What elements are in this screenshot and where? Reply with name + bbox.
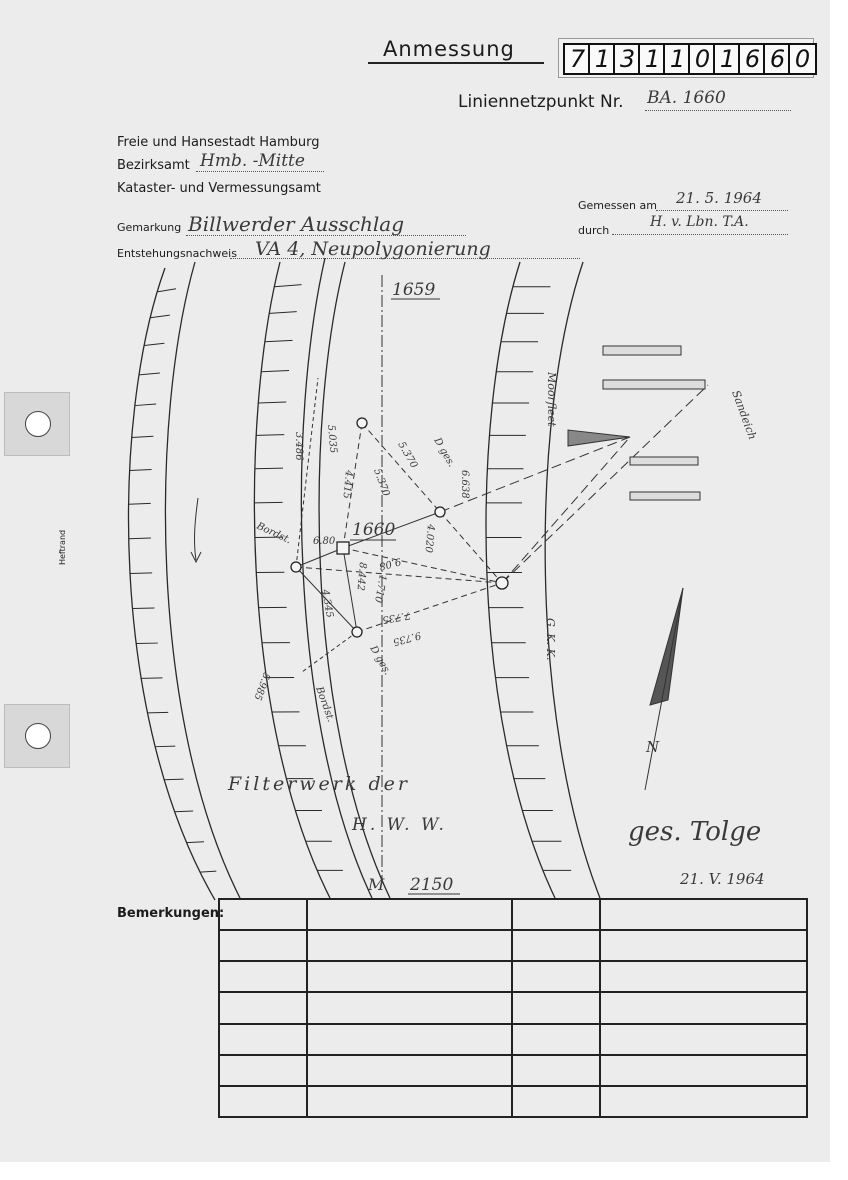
- measure-13: 9.735: [391, 629, 423, 648]
- bezirksamt-value: Hmb. -Mitte: [200, 151, 305, 171]
- remarks-cell: [307, 930, 512, 961]
- remarks-cell: [219, 961, 307, 992]
- label-gkk: G. K. K.: [544, 618, 557, 661]
- line-g: [440, 512, 502, 583]
- signature: ges. Tolge: [628, 817, 762, 847]
- arc-tick: [135, 404, 156, 406]
- point-value: BA. 1660: [647, 88, 726, 108]
- remarks-cell: [219, 899, 307, 930]
- arc-tick: [258, 402, 286, 403]
- remarks-row: [219, 1024, 807, 1055]
- measure-12: 4.345: [319, 588, 335, 619]
- durch-label: durch: [578, 224, 610, 237]
- facility-line-2: H. W. W.: [352, 815, 447, 835]
- remarks-table: [218, 898, 808, 1118]
- arc-tick: [155, 746, 175, 747]
- landmark-bar: [603, 346, 681, 355]
- arc-3: [254, 262, 330, 898]
- facility-line-1: Filterwerk der: [228, 773, 410, 795]
- digit-7: 6: [738, 43, 767, 75]
- arc-tick: [269, 312, 296, 314]
- measure-1: 9.08: [377, 555, 403, 572]
- measure-4: 6.638: [459, 470, 470, 499]
- gemarkung-value: Billwerder Ausschlag: [188, 212, 405, 236]
- gemessen-value: 21. 5. 1964: [676, 189, 762, 207]
- office-line-3: Kataster- und Vermessungsamt: [117, 181, 321, 196]
- label-bordstein-left: Bordst.: [254, 520, 293, 547]
- arc-tick: [265, 340, 293, 341]
- digit-6: 1: [713, 43, 742, 75]
- line-f: [362, 423, 440, 512]
- measurements: [251, 424, 470, 701]
- point-label: Liniennetzpunkt Nr.: [458, 92, 624, 112]
- point-marker: [435, 507, 445, 517]
- point-marker: [357, 418, 367, 428]
- remarks-cell: [307, 992, 512, 1023]
- label-north: N: [646, 738, 660, 756]
- arc-tick: [157, 289, 176, 292]
- office-line-1: Freie und Hansestadt Hamburg: [117, 135, 320, 150]
- point-top-label: 1659: [392, 280, 436, 300]
- arc-tick: [274, 285, 301, 287]
- measure-7: 4.020: [422, 523, 436, 554]
- arc-tick: [200, 871, 216, 872]
- entstehung-value: VA 4, Neupolygonierung: [255, 238, 491, 260]
- remarks-row: [219, 1086, 807, 1117]
- remarks-cell: [600, 992, 807, 1023]
- remarks-cell: [307, 1055, 512, 1086]
- remarks-row: [219, 899, 807, 930]
- measure-0: 6.80: [313, 536, 336, 547]
- main-point-marker: [337, 542, 349, 554]
- arc-tick: [130, 573, 152, 574]
- remarks-cell: [219, 1055, 307, 1086]
- remarks-cell: [219, 1024, 307, 1055]
- measure-2: 5.370: [395, 440, 420, 471]
- remarks-cell: [600, 961, 807, 992]
- measure-6: 4.415: [340, 469, 354, 500]
- remarks-cell: [512, 1055, 600, 1086]
- remarks-cell: [219, 1086, 307, 1117]
- arc-tick: [256, 435, 284, 436]
- arc-tick: [132, 436, 154, 437]
- measure-9: 1.710: [372, 573, 388, 604]
- remarks-cell: [512, 1024, 600, 1055]
- line-l: [302, 632, 357, 672]
- point-marker: [352, 627, 362, 637]
- remarks-table-body: [219, 899, 807, 1117]
- page-title: Anmessung: [383, 37, 515, 61]
- north-arrow-shaft: [645, 588, 683, 790]
- arc-tick: [139, 373, 160, 375]
- digit-0: 7: [563, 43, 592, 75]
- remarks-cell: [307, 1024, 512, 1055]
- remarks-cell: [512, 1086, 600, 1117]
- remarks-label: Bemerkungen:: [117, 906, 225, 921]
- entstehung-label: Entstehungsnachweis: [117, 247, 237, 260]
- digit-1: 1: [588, 43, 617, 75]
- arc-tick: [175, 811, 193, 812]
- arc-7: [545, 262, 600, 898]
- digit-3: 1: [638, 43, 667, 75]
- bezirksamt-label: Bezirksamt: [117, 158, 190, 173]
- margin-label: Heftrand: [58, 529, 67, 565]
- remarks-row: [219, 1055, 807, 1086]
- measure-16: D ges.: [367, 644, 393, 678]
- arc-tick: [254, 502, 282, 503]
- arc-tick: [130, 469, 152, 470]
- remarks-cell: [512, 961, 600, 992]
- durch-value: H. v. Lbn. T.A.: [650, 214, 749, 230]
- remarks-cell: [307, 1086, 512, 1117]
- arc-1: [129, 268, 215, 900]
- landmark-bar: [603, 380, 705, 389]
- remarks-row: [219, 961, 807, 992]
- landmarks: [191, 346, 705, 790]
- remarks-cell: [512, 899, 600, 930]
- measure-10: 7.735: [381, 609, 412, 625]
- remarks-cell: [512, 992, 600, 1023]
- arc-tick: [150, 315, 170, 318]
- line-j: [296, 567, 502, 583]
- north-arrow-icon: [650, 588, 683, 705]
- label-bordstein-bottom: Bordst.: [313, 685, 337, 724]
- remarks-cell: [600, 1086, 807, 1117]
- measure-3: 5.370: [371, 467, 392, 498]
- remarks-cell: [600, 899, 807, 930]
- label-moorfleet: Moorfleet: [545, 372, 558, 427]
- arc-tick: [132, 608, 154, 609]
- remarks-row: [219, 992, 807, 1023]
- digit-5: 0: [688, 43, 717, 75]
- arc-tick: [255, 468, 283, 469]
- point-marker: [496, 577, 508, 589]
- point-bottom-label: 2150: [410, 875, 454, 895]
- measure-8: 8.442: [354, 561, 368, 592]
- digit-8: 6: [763, 43, 792, 75]
- arc-tick: [148, 712, 169, 713]
- arc-tick: [129, 538, 151, 539]
- label-sandeich: Sandeich: [729, 388, 760, 442]
- landmark-flag-icon: [568, 430, 630, 446]
- arc-tick: [187, 842, 204, 843]
- remarks-row: [219, 930, 807, 961]
- line-o: [502, 385, 708, 583]
- arc-tick: [144, 343, 164, 345]
- measure-14: 5.985: [251, 670, 272, 702]
- remarks-cell: [219, 930, 307, 961]
- point-marker: [291, 562, 301, 572]
- remarks-cell: [219, 992, 307, 1023]
- arc-tick: [164, 779, 183, 780]
- landmark-bar: [630, 492, 700, 500]
- remarks-cell: [307, 961, 512, 992]
- digit-4: 1: [663, 43, 692, 75]
- point-main-label: 1660: [352, 520, 396, 540]
- landmark-bar: [630, 457, 698, 465]
- measure-5: 5.035: [325, 424, 339, 454]
- remarks-cell: [307, 899, 512, 930]
- arc-tick: [129, 503, 151, 504]
- remarks-cell: [600, 1055, 807, 1086]
- gemarkung-label: Gemarkung: [117, 221, 182, 234]
- line-n: [502, 437, 630, 583]
- remarks-cell: [600, 930, 807, 961]
- digit-2: 3: [613, 43, 642, 75]
- measure-15: D ges.: [431, 436, 457, 470]
- arc-2: [165, 262, 240, 898]
- point-bottom-prefix: M: [368, 875, 385, 894]
- remarks-cell: [600, 1024, 807, 1055]
- measure-11: 3.486: [293, 432, 304, 461]
- arc-tick: [261, 370, 289, 371]
- gemessen-label: Gemessen am: [578, 199, 657, 212]
- direction-arrow-icon: [195, 498, 198, 560]
- digit-9: 0: [788, 43, 817, 75]
- remarks-cell: [512, 930, 600, 961]
- signature-date: 21. V. 1964: [680, 870, 765, 888]
